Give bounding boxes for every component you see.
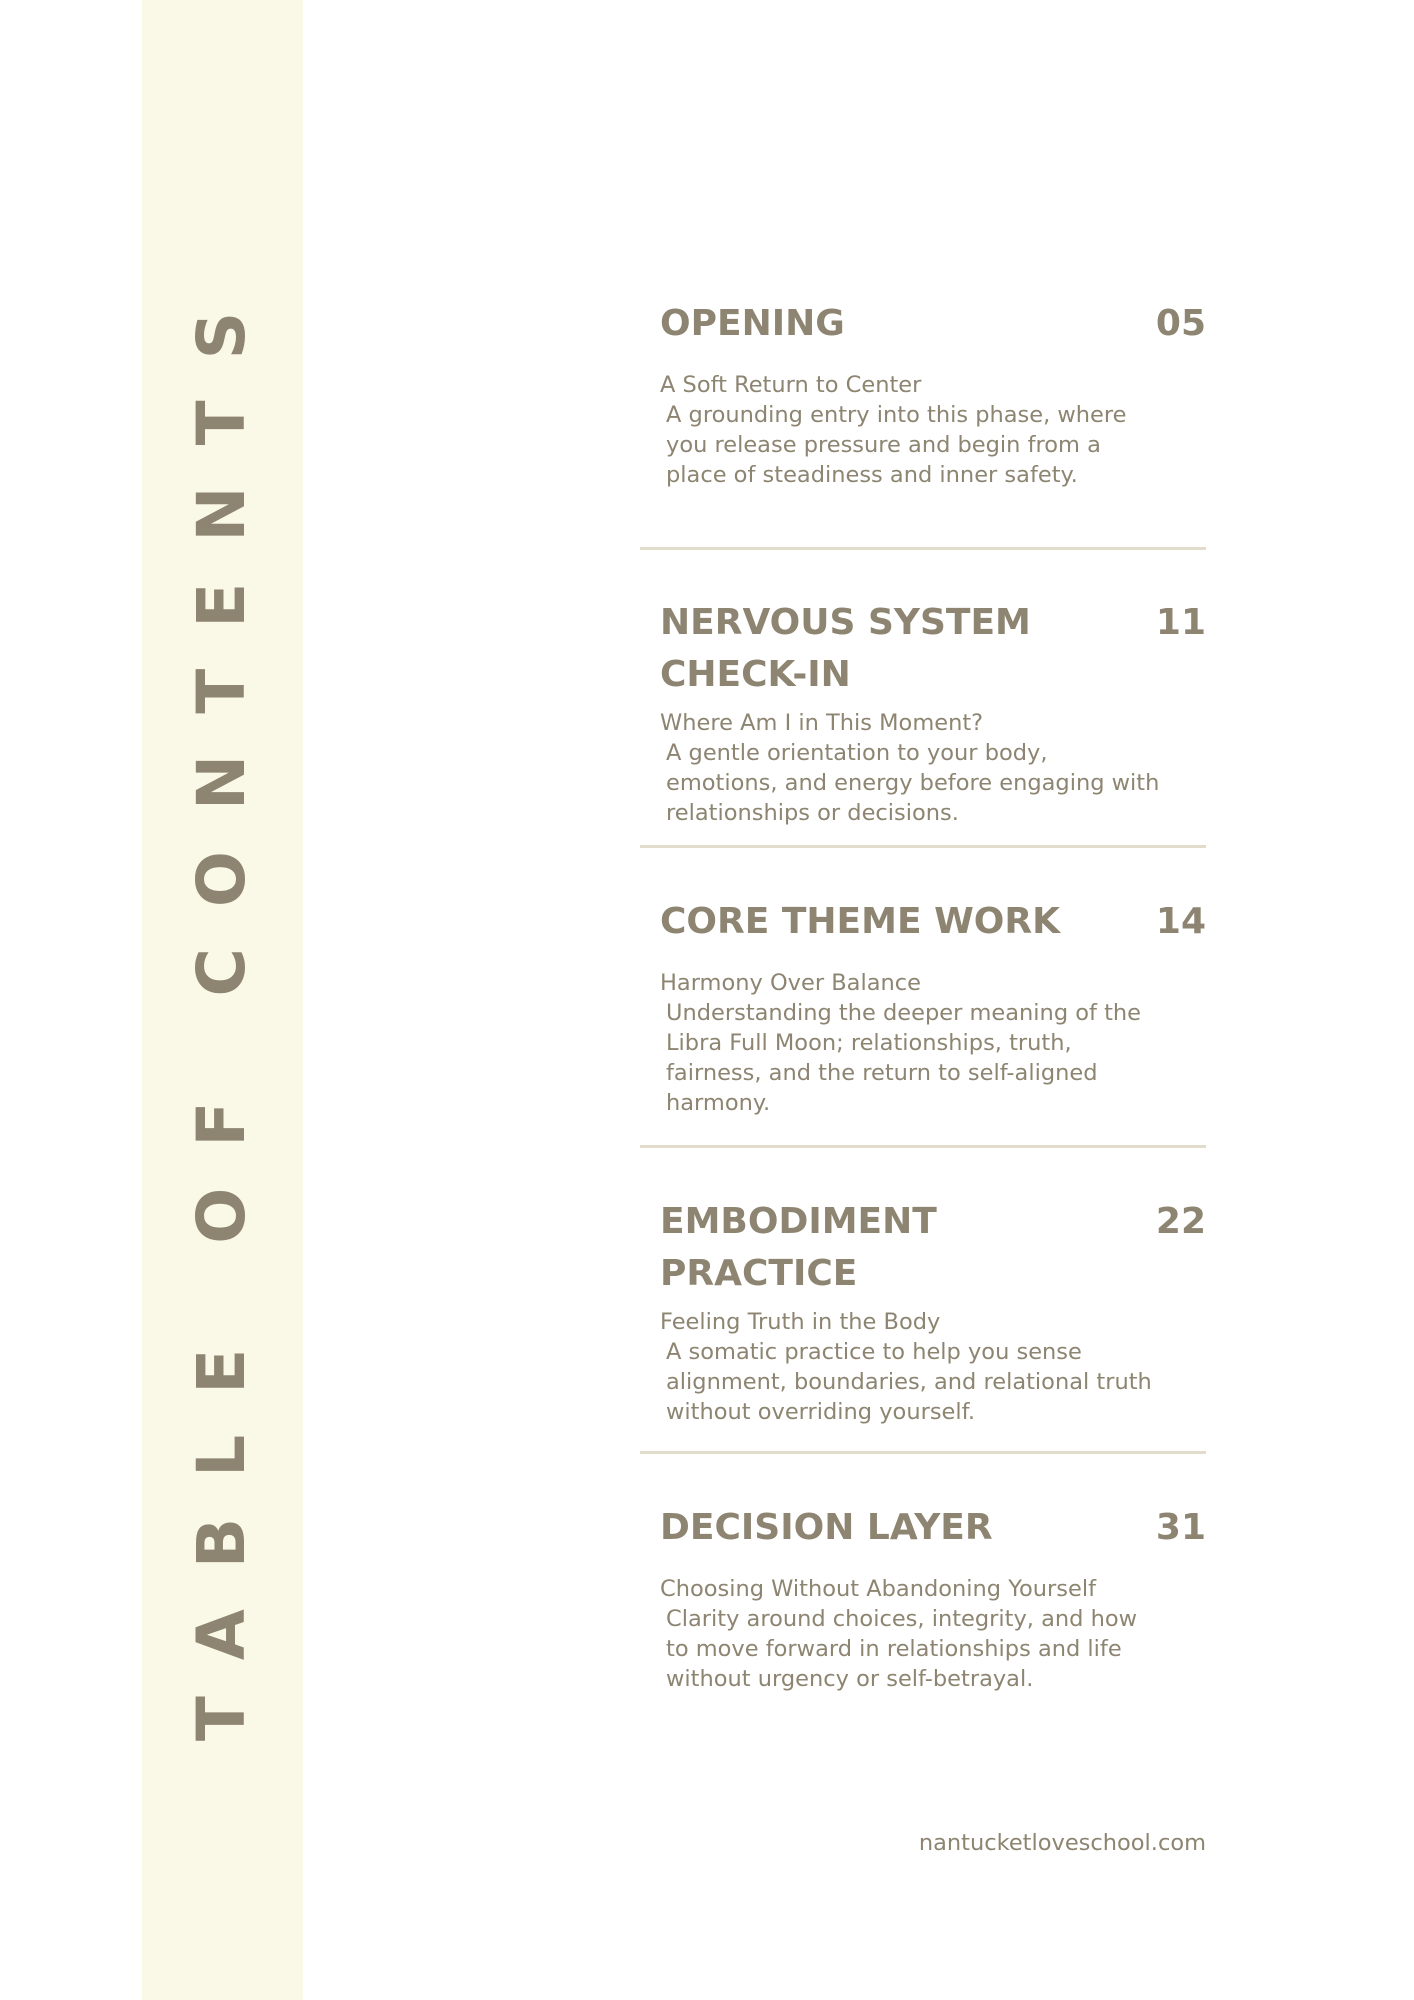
entry-heading: CORE THEME WORK (660, 901, 1061, 942)
entry-description-line: you release pressure and begin from a (666, 432, 1101, 458)
entry-body (660, 370, 1206, 490)
entry-heading: OPENING (660, 303, 845, 344)
entry-heading: NERVOUS SYSTEM CHECK-IN (660, 602, 1031, 695)
entry-description-line: Libra Full Moon; relationships, truth, (666, 1030, 1072, 1056)
entry-body (660, 708, 1206, 828)
entry-page-number: 11 (1155, 602, 1206, 643)
entry-body (660, 1574, 1206, 1694)
entry-heading: DECISION LAYER (660, 1507, 993, 1548)
table-of-contents-title: TABLE OF CONTENTS (183, 270, 260, 1742)
entry-body (660, 968, 1206, 1118)
entry-description-line: fairness, and the return to self-aligned (666, 1060, 1098, 1086)
entry-description (660, 1337, 1206, 1427)
entry-description-line: emotions, and energy before engaging with (666, 770, 1160, 796)
divider (640, 1451, 1206, 1454)
entry-description-line: relationships or decisions. (666, 800, 959, 826)
entry-subtitle: Harmony Over Balance (660, 970, 921, 996)
entry-description-line: harmony. (666, 1090, 771, 1116)
entry-heading: EMBODIMENT PRACTICE (660, 1201, 937, 1294)
entry-description-line: A somatic practice to help you sense (666, 1339, 1082, 1365)
entry-subtitle: A Soft Return to Center (660, 372, 922, 398)
entry-subtitle: Where Am I in This Moment? (660, 710, 984, 736)
entry-description-line: A gentle orientation to your body, (666, 740, 1048, 766)
entry-description-line: Clarity around choices, integrity, and how (666, 1606, 1138, 1632)
entry-page-number: 22 (1155, 1201, 1206, 1242)
entry-description (660, 400, 1206, 490)
divider (640, 547, 1206, 550)
entry-description (660, 998, 1206, 1118)
entry-description-line: A grounding entry into this phase, where (666, 402, 1127, 428)
website-link[interactable]: nantucketloveschool.com (918, 1830, 1206, 1856)
entry-page-number: 14 (1155, 901, 1206, 942)
entry-description (660, 738, 1206, 828)
entry-page-number: 05 (1155, 303, 1206, 344)
entry-subtitle: Feeling Truth in the Body (660, 1309, 941, 1335)
entry-description-line: Understanding the deeper meaning of the (666, 1000, 1142, 1026)
entry-description-line: place of steadiness and inner safety. (666, 462, 1078, 488)
divider (640, 1145, 1206, 1148)
entry-body (660, 1307, 1206, 1427)
divider (640, 845, 1206, 848)
entry-description-line: to move forward in relationships and life (666, 1636, 1122, 1662)
entry-description-line: alignment, boundaries, and relational truth (666, 1369, 1152, 1395)
toc-list (640, 0, 1206, 2000)
entry-description-line: without overriding yourself. (666, 1399, 976, 1425)
entry-description (660, 1604, 1206, 1694)
entry-page-number: 31 (1155, 1507, 1206, 1548)
entry-subtitle: Choosing Without Abandoning Yourself (660, 1576, 1097, 1602)
entry-description-line: without urgency or self-betrayal. (666, 1666, 1034, 1692)
